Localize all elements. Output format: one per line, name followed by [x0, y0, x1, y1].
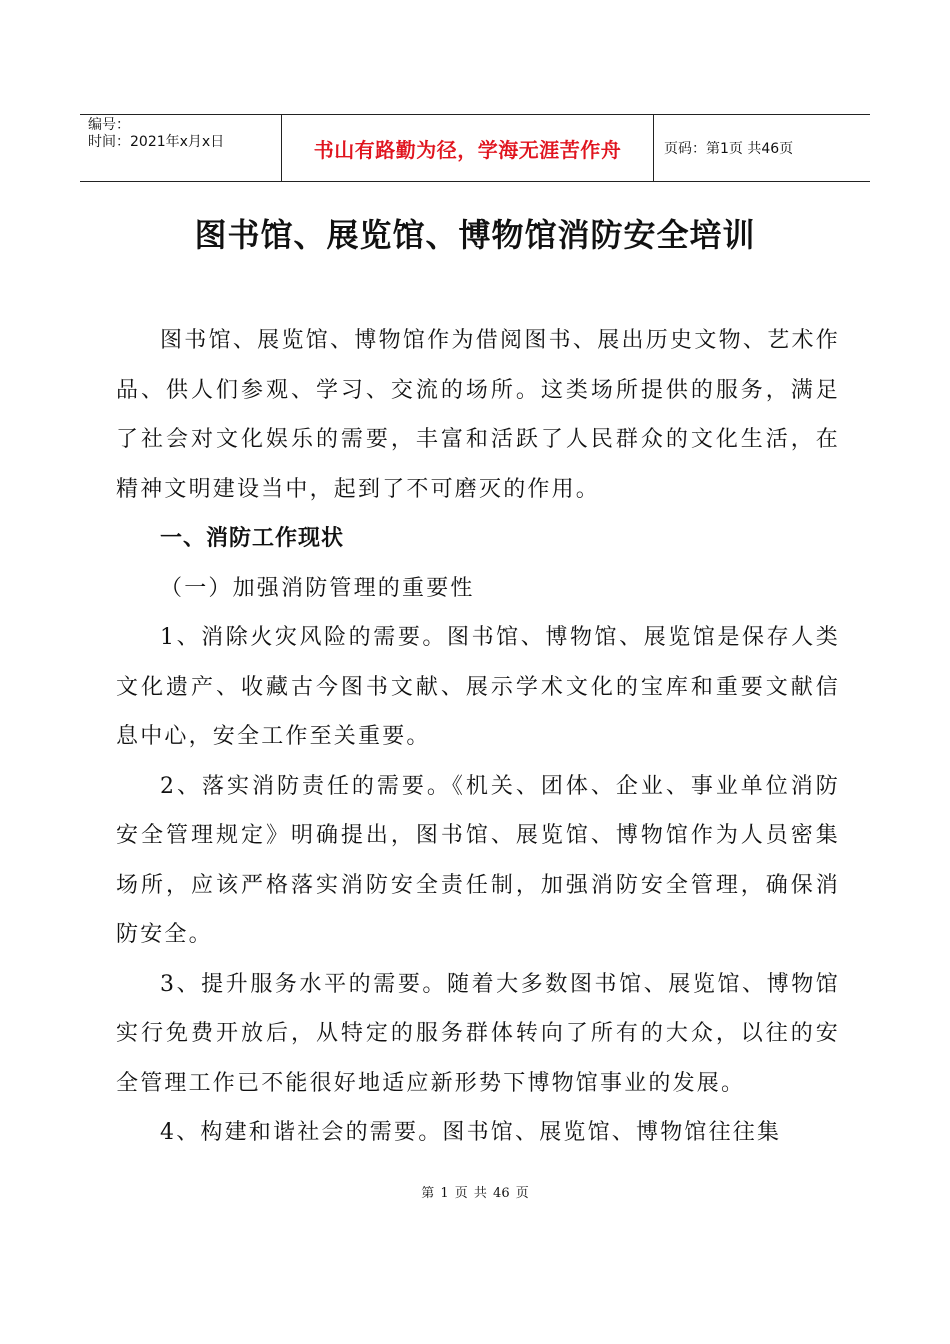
document-title: 图书馆、展览馆、博物馆消防安全培训	[194, 216, 756, 254]
page-footer-number: 第 1 页 共 46 页	[421, 1186, 529, 1201]
document-code-label: 编号：	[88, 117, 130, 133]
document-time-label: 时间：2021年x月x日	[88, 134, 225, 150]
header-motto-cell	[282, 115, 654, 181]
list-item-paragraph: 1、消除火灾风险的需要。图书馆、博物馆、展览馆是保存人类文化遗产、收藏古今图书文献、展示学术文化的宝库和重要文献信息中心，安全工作至关重要。	[116, 625, 840, 749]
header-motto: 书山有路勤为径，学海无涯苦作舟	[313, 137, 622, 162]
list-item-paragraph: 3、提升服务水平的需要。随着大多数图书馆、展览馆、博物馆实行免费开放后，从特定的服务群体转向了所有的大众，以往的安全管理工作已不能很好地适应新形势下博物馆事业的发展。	[116, 971, 840, 1096]
document-header-table	[80, 114, 870, 182]
intro-paragraph: 图书馆、展览馆、博物馆作为借阅图书、展出历史文物、艺术作品、供人们参观、学习、交流的场所。这类场所提供的服务，满足了社会对文化娱乐的需要，丰富和活跃了人民群众的文化生活，在精神文明建设当中，起到了不可磨灭的作用。	[116, 328, 840, 502]
subsection-heading: （一）加强消防管理的重要性	[160, 575, 475, 601]
header-page-info: 页码：第1页 共46页	[664, 141, 794, 157]
header-page-cell	[654, 115, 870, 181]
document-body	[116, 316, 840, 1158]
header-meta-cell	[80, 115, 282, 181]
list-item-paragraph: 2、落实消防责任的需要。《机关、团体、企业、事业单位消防安全管理规定》明确提出，图书馆、展览馆、博物馆作为人员密集场所，应该严格落实消防安全责任制，加强消防安全管理，确保消防安全。	[116, 773, 840, 947]
list-item-paragraph: 4、构建和谐社会的需要。图书馆、展览馆、博物馆往往集	[160, 1120, 782, 1145]
section-heading: 一、消防工作现状	[160, 526, 345, 551]
